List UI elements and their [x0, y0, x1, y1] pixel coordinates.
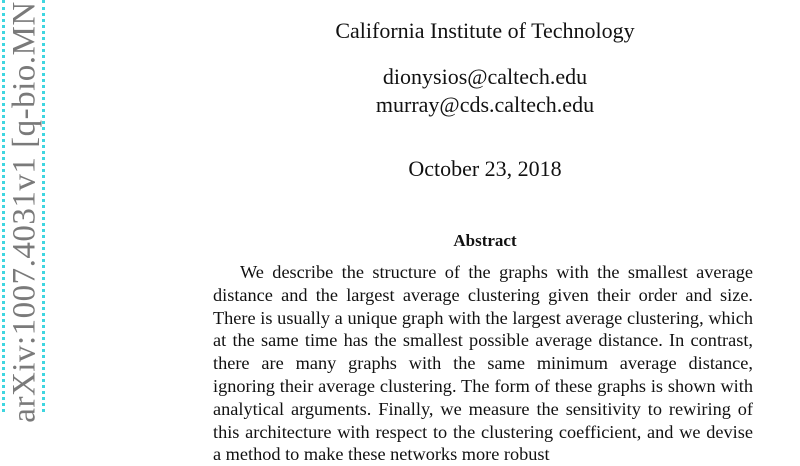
- abstract-text: We describe the structure of the graphs with the smallest average distance and the largest average clustering given their order and size. There is usually a unique graph with the largest average clustering, which at the same time has the smallest possible average distance. In contrast, there are many graphs with the same minimum average distance, ignoring their average clustering. The form of these graphs is shown with analytical arguments. Finally, we measure the sensitivity to rewiring of this architecture with respect to the clustering coefficient, and we devise a method to make these networks more robust: [213, 262, 753, 465]
- date: October 23, 2018: [408, 156, 562, 181]
- abstract-heading: Abstract: [453, 231, 517, 250]
- email-1[interactable]: dionysios@caltech.edu: [382, 64, 588, 89]
- email-2[interactable]: murray@cds.caltech.edu: [375, 92, 595, 117]
- affiliation: California Institute of Technology: [335, 18, 635, 43]
- arxiv-sidebar: [0, 0, 48, 450]
- dotted-border-left: [2, 0, 5, 412]
- arxiv-identifier[interactable]: arXiv:1007.4031v1 [q-bio.MN: [6, 1, 43, 423]
